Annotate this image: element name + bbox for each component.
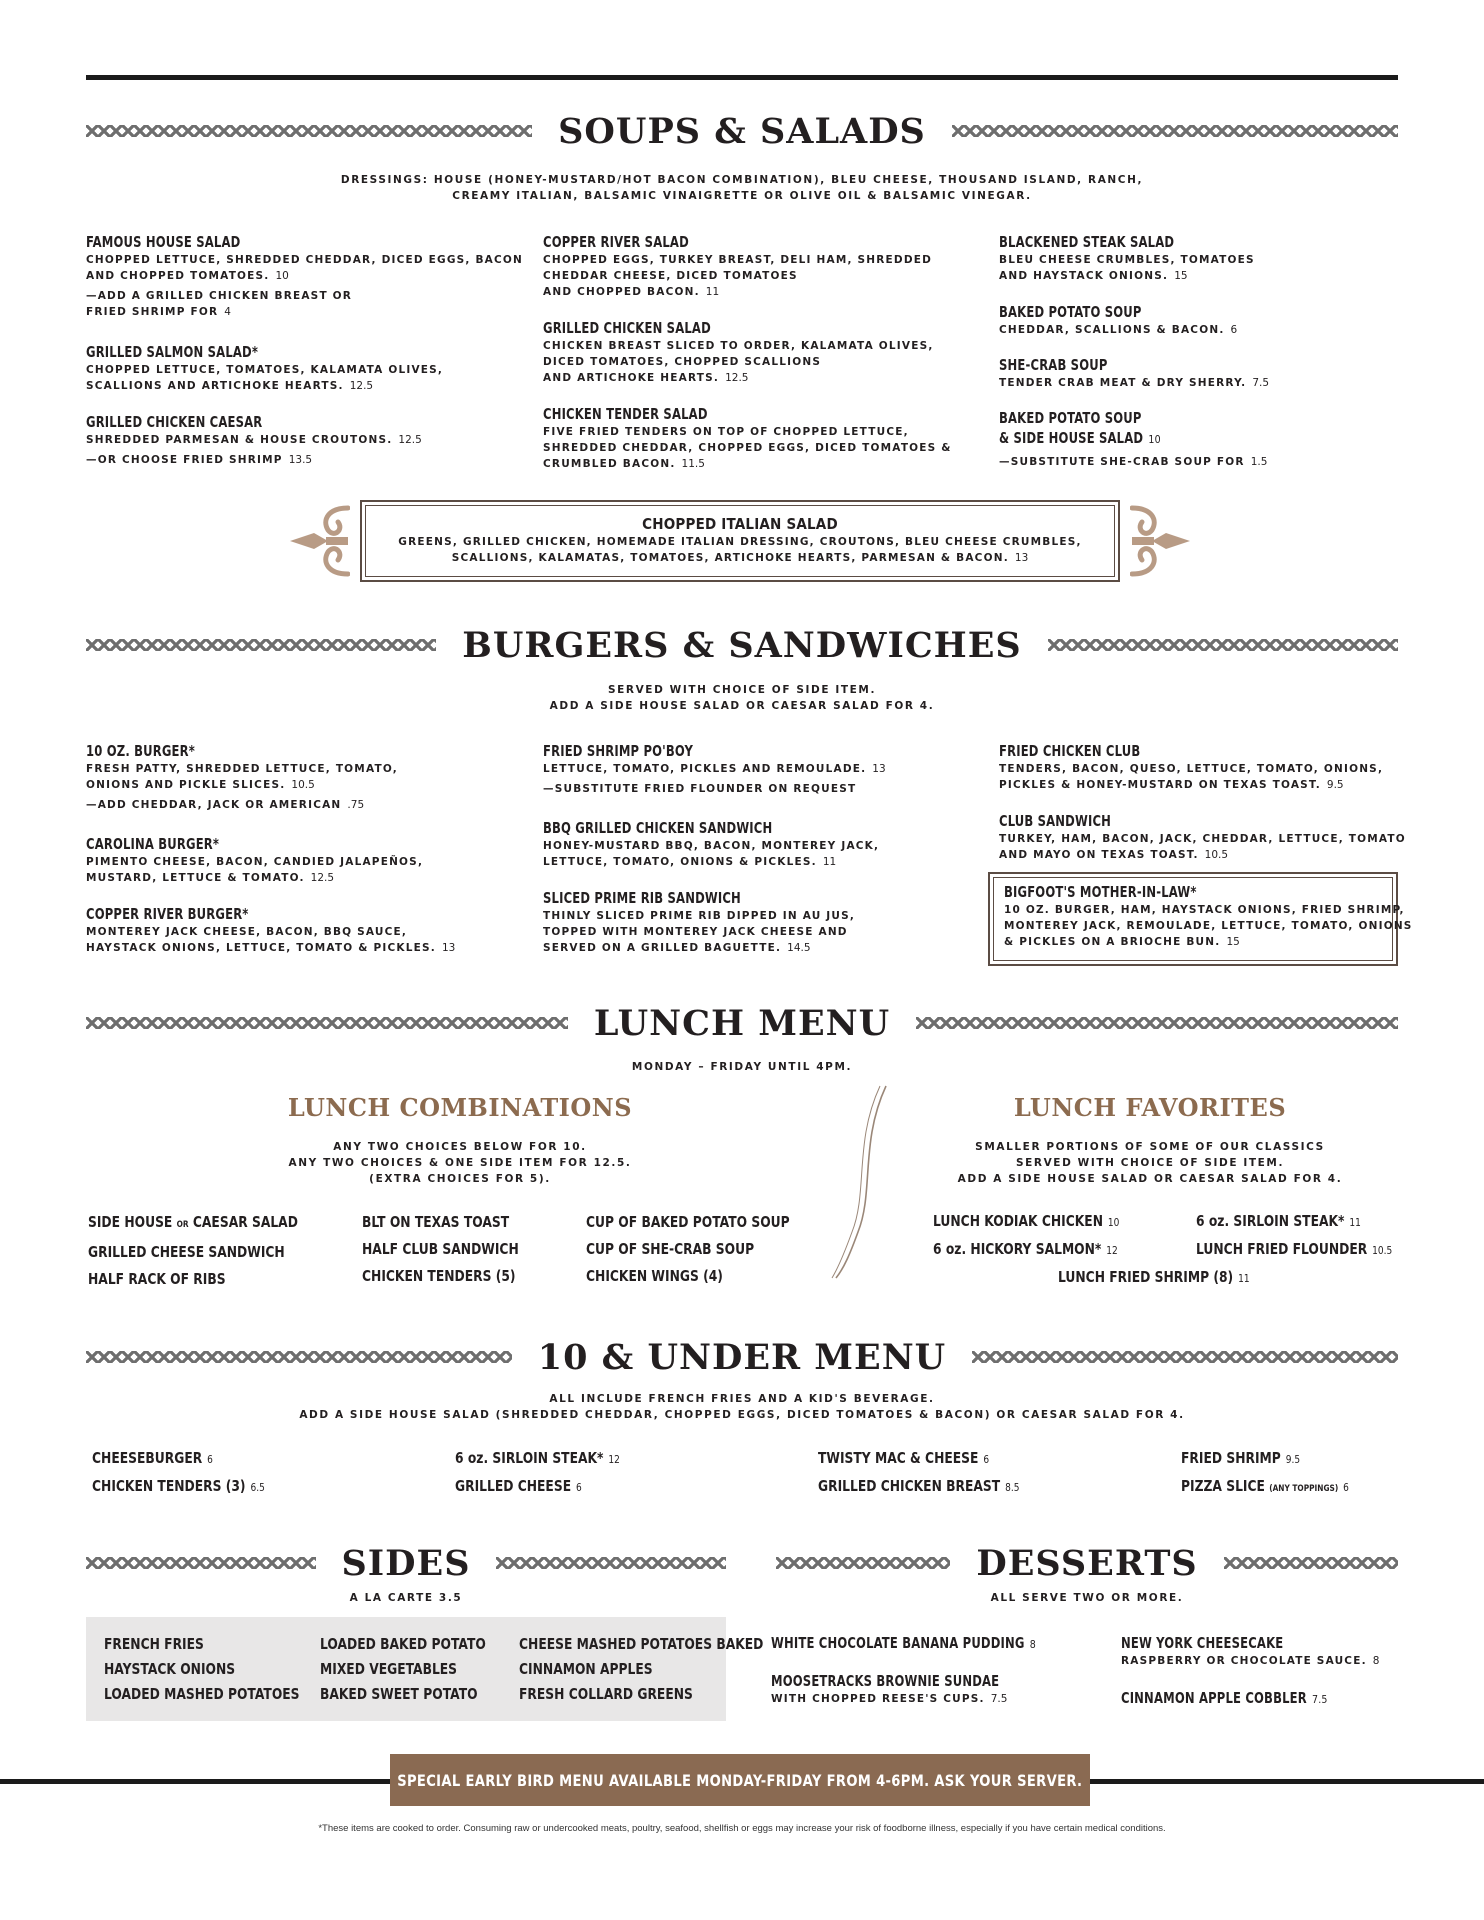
item-name: GRILLED CHICKEN CAESAR (86, 413, 263, 431)
lunch-favorites-note (900, 1139, 1400, 1187)
item-name: MOOSETRACKS BROWNIE SUNDAE (771, 1672, 1000, 1690)
sides-note: A LA CARTE 3.5 (349, 1592, 463, 1604)
item-desc: CHOPPED LETTUCE, TOMATOES, KALAMATA OLIVES, (86, 364, 444, 376)
item-name: SHE-CRAB SOUP (999, 356, 1108, 374)
item-desc: & PICKLES ON A BRIOCHE BUN. 15 (1004, 936, 1240, 948)
item-desc: AND MAYO ON TEXAS TOAST. 10.5 (999, 849, 1229, 861)
item-name: CAROLINA BURGER* (86, 835, 220, 853)
menu-item (999, 408, 1267, 470)
diamond-border-left (86, 125, 532, 137)
kids-column (1181, 1445, 1349, 1503)
item-price: 8 (1372, 1655, 1380, 1667)
side-item: LOADED BAKED POTATO (320, 1635, 486, 1653)
combo-choice: CUP OF BAKED POTATO SOUP (586, 1213, 790, 1231)
item-desc: SCALLIONS AND ARTICHOKE HEARTS. 12.5 (86, 380, 374, 392)
lunch-hours: MONDAY – FRIDAY UNTIL 4PM. (631, 1061, 853, 1073)
item-name: GRILLED SALMON SALAD* (86, 343, 259, 361)
item-name: CHICKEN TENDER SALAD (543, 405, 708, 423)
favorite-item: 6 oz. SIRLOIN STEAK* 11 (1196, 1212, 1361, 1230)
diamond-border-right (1224, 1557, 1398, 1569)
item-name: BAKED POTATO SOUP (999, 303, 1142, 321)
kids-item: 6 oz. SIRLOIN STEAK* 12 (455, 1449, 620, 1467)
diamond-border-right (952, 125, 1398, 137)
item-price: 8 (1029, 1638, 1036, 1651)
note-line: SERVED WITH CHOICE OF SIDE ITEM. (1015, 1157, 1285, 1169)
menu-item (543, 741, 886, 797)
item-price: 6.5 (250, 1481, 265, 1494)
item-desc: TENDER CRAB MEAT & DRY SHERRY. 7.5 (999, 377, 1270, 389)
side-item: LOADED MASHED POTATOES (104, 1685, 300, 1703)
item-price: 6 (1230, 324, 1238, 336)
item-price: 6 (1343, 1481, 1349, 1494)
item-desc: FIVE FRIED TENDERS ON TOP OF CHOPPED LETTUCE, (543, 426, 909, 438)
item-name: COPPER RIVER BURGER* (86, 905, 249, 923)
menu-item (999, 232, 1255, 284)
burgers-note (86, 682, 1398, 714)
favorite-item: LUNCH KODIAK CHICKEN 10 (933, 1212, 1120, 1230)
food-safety-disclaimer: *These items are cooked to order. Consuming raw or undercooked meats, poultry, seafood, shellfish or eggs may increase your risk of foodborne illness, especially if you have certain medical conditions. (318, 1823, 1166, 1834)
item-desc: PIMENTO CHEESE, BACON, CANDIED JALAPEÑOS, (86, 856, 424, 868)
item-desc: TOPPED WITH MONTEREY JACK CHEESE AND (543, 926, 848, 938)
item-desc: CHEDDAR CHEESE, DICED TOMATOES (543, 270, 798, 282)
item-price: .75 (347, 799, 365, 811)
item-price: 6 (207, 1453, 213, 1466)
item-desc: TURKEY, HAM, BACON, JACK, CHEDDAR, LETTUCE, TOMATO (999, 833, 1406, 845)
item-name: BBQ GRILLED CHICKEN SANDWICH (543, 819, 773, 837)
kids-item: GRILLED CHICKEN BREAST 8.5 (818, 1477, 1020, 1495)
top-rule (86, 75, 1398, 80)
item-desc: SCALLIONS, KALAMATAS, TOMATOES, ARTICHOKE HEARTS, PARMESAN & BACON. 13 (451, 552, 1029, 564)
item-desc: GREENS, GRILLED CHICKEN, HOMEMADE ITALIAN DRESSING, CROUTONS, BLEU CHEESE CRUMBLES, (398, 536, 1082, 548)
item-name: & SIDE HOUSE SALAD 10 (999, 429, 1161, 447)
kids-item: CHEESEBURGER 6 (92, 1449, 213, 1467)
item-name: WHITE CHOCOLATE BANANA PUDDING 8 (771, 1634, 1036, 1652)
diamond-border-left (86, 1017, 568, 1029)
item-name: BIGFOOT'S MOTHER-IN-LAW* (1004, 883, 1197, 901)
combo-column (88, 1209, 298, 1293)
bigfoots-mother-in-law-feature (988, 872, 1413, 966)
item-price: 9.5 (1285, 1453, 1301, 1466)
fleur-flourish-right (1130, 500, 1192, 582)
item-desc: HONEY-MUSTARD BBQ, BACON, MONTEREY JACK, (543, 840, 880, 852)
desserts-header (776, 1538, 1398, 1588)
side-item: CINNAMON APPLES (519, 1660, 653, 1678)
item-desc: 10 OZ. BURGER, HAM, HAYSTACK ONIONS, FRIED SHRIMP, (1004, 904, 1405, 916)
sides-column (104, 1632, 300, 1707)
note-line: ADD A SIDE HOUSE SALAD OR CAESAR SALAD FOR 4. (549, 700, 935, 712)
section-title: LUNCH MENU (593, 1002, 891, 1044)
kids-item: FRIED SHRIMP 9.5 (1181, 1449, 1301, 1467)
item-desc: AND ARTICHOKE HEARTS. 12.5 (543, 372, 749, 384)
note-line: SMALLER PORTIONS OF SOME OF OUR CLASSICS (975, 1141, 1325, 1153)
dressings-note (86, 172, 1398, 204)
diamond-border-left (86, 639, 436, 651)
item-price: 7.5 (1252, 377, 1270, 389)
item-price: 12 (1106, 1244, 1118, 1257)
menu-item (86, 342, 443, 394)
menu-item (543, 404, 952, 472)
side-item: FRENCH FRIES (104, 1635, 204, 1653)
item-desc: BLEU CHEESE CRUMBLES, TOMATOES (999, 254, 1255, 266)
item-desc: CHOPPED EGGS, TURKEY BREAST, DELI HAM, SHREDDED (543, 254, 933, 266)
banner-text: SPECIAL EARLY BIRD MENU AVAILABLE MONDAY-FRIDAY FROM 4-6PM. ASK YOUR SERVER. (397, 1770, 1083, 1790)
combo-choice: HALF CLUB SANDWICH (362, 1240, 519, 1258)
item-desc: SHREDDED PARMESAN & HOUSE CROUTONS. 12.5 (86, 434, 422, 446)
dessert-item (1121, 1688, 1361, 1710)
item-desc: SHREDDED CHEDDAR, CHOPPED EGGS, DICED TOMATOES & (543, 442, 952, 454)
dessert-item (771, 1633, 1079, 1655)
item-addon: —SUBSTITUTE SHE-CRAB SOUP FOR 1.5 (999, 456, 1268, 468)
combo-column (586, 1209, 790, 1290)
sides-header (86, 1538, 726, 1588)
early-bird-banner (390, 1754, 1090, 1806)
menu-item (999, 302, 1237, 338)
lunch-favorites-title: LUNCH FAVORITES (1013, 1093, 1287, 1122)
sides-column (519, 1632, 763, 1707)
dessert-item (1121, 1633, 1379, 1669)
item-desc: FRESH PATTY, SHREDDED LETTUCE, TOMATO, (86, 763, 398, 775)
item-name: BAKED POTATO SOUP (999, 409, 1142, 427)
menu-item (86, 232, 523, 320)
note-line: ANY TWO CHOICES BELOW FOR 10. (333, 1141, 587, 1153)
item-name: 10 OZ. BURGER* (86, 742, 195, 760)
combo-choice: GRILLED CHEESE SANDWICH (88, 1243, 285, 1261)
item-price: 10 (1148, 433, 1161, 446)
diamond-border-right (1048, 639, 1398, 651)
favorite-item: 6 oz. HICKORY SALMON* 12 (933, 1240, 1118, 1258)
lunch-combinations-note (220, 1139, 700, 1187)
kids-item: CHICKEN TENDERS (3) 6.5 (92, 1477, 265, 1495)
item-price: 12.5 (398, 434, 422, 446)
section-title: SIDES (341, 1542, 471, 1584)
item-desc: THINLY SLICED PRIME RIB DIPPED IN AU JUS, (543, 910, 856, 922)
menu-item (543, 818, 879, 870)
combo-choice: BLT ON TEXAS TOAST (362, 1213, 510, 1231)
combo-choice: CHICKEN TENDERS (5) (362, 1267, 516, 1285)
kids-note (86, 1391, 1398, 1423)
item-price: 10 (275, 270, 289, 282)
item-addon: —ADD A GRILLED CHICKEN BREAST OR (86, 290, 353, 302)
item-name: COPPER RIVER SALAD (543, 233, 689, 251)
item-price: 13 (872, 763, 886, 775)
kids-item: PIZZA SLICE (ANY TOPPINGS) 6 (1181, 1477, 1349, 1495)
dessert-item (771, 1671, 1036, 1707)
kids-column (818, 1445, 1019, 1501)
item-name: FRIED CHICKEN CLUB (999, 742, 1141, 760)
item-addon: —ADD CHEDDAR, JACK OR AMERICAN .75 (86, 799, 365, 811)
note-line: (EXTRA CHOICES FOR 5). (369, 1173, 551, 1185)
item-desc: CHICKEN BREAST SLICED TO ORDER, KALAMATA OLIVES, (543, 340, 934, 352)
lunch-menu-header (86, 998, 1398, 1048)
favorite-item: LUNCH FRIED SHRIMP (8) 11 (1058, 1268, 1250, 1286)
item-price: 9.5 (1326, 779, 1344, 791)
item-price: 10.5 (291, 779, 315, 791)
item-name: BLACKENED STEAK SALAD (999, 233, 1175, 251)
section-title: SOUPS & SALADS (558, 110, 926, 152)
item-desc: AND CHOPPED TOMATOES. 10 (86, 270, 289, 282)
desserts-note: ALL SERVE TWO OR MORE. (990, 1592, 1184, 1604)
kids-item: TWISTY MAC & CHEESE 6 (818, 1449, 990, 1467)
menu-item (999, 811, 1406, 863)
kids-column (455, 1445, 620, 1501)
item-desc: LETTUCE, TOMATO, PICKLES AND REMOULADE. 13 (543, 763, 886, 775)
item-addon: —SUBSTITUTE FRIED FLOUNDER ON REQUEST (543, 783, 857, 795)
note-line: SERVED WITH CHOICE OF SIDE ITEM. (607, 684, 877, 696)
item-price: 7.5 (990, 1693, 1008, 1705)
item-desc: ONIONS AND PICKLE SLICES. 10.5 (86, 779, 315, 791)
diamond-border-right (972, 1351, 1398, 1363)
item-desc: DICED TOMATOES, CHOPPED SCALLIONS (543, 356, 822, 368)
item-price: 12.5 (349, 380, 374, 392)
item-desc: MONTEREY JACK CHEESE, BACON, BBQ SAUCE, (86, 926, 408, 938)
item-price: 13 (1014, 552, 1029, 564)
item-desc: AND HAYSTACK ONIONS. 15 (999, 270, 1188, 282)
curved-divider (830, 1082, 890, 1282)
item-price: 15 (1226, 936, 1240, 948)
menu-item (86, 412, 422, 468)
menu-item (543, 318, 934, 386)
item-name: SLICED PRIME RIB SANDWICH (543, 889, 741, 907)
item-price: 11 (705, 286, 720, 298)
item-price: 12 (608, 1453, 620, 1466)
section-title: 10 & UNDER MENU (537, 1336, 947, 1378)
item-price: 14.5 (787, 942, 811, 954)
item-desc: CRUMBLED BACON. 11.5 (543, 458, 705, 470)
item-desc: CHEDDAR, SCALLIONS & BACON. 6 (999, 324, 1238, 336)
item-price: 15 (1174, 270, 1188, 282)
kids-column (92, 1445, 265, 1501)
menu-item (86, 834, 423, 886)
item-desc: PICKLES & HONEY-MUSTARD ON TEXAS TOAST. 9.5 (999, 779, 1344, 791)
item-name: CINNAMON APPLE COBBLER 7.5 (1121, 1689, 1328, 1707)
item-desc: LETTUCE, TOMATO, ONIONS & PICKLES. 11 (543, 856, 837, 868)
dressings-line: CREAMY ITALIAN, BALSAMIC VINAIGRETTE OR OLIVE OIL & BALSAMIC VINEGAR. (452, 190, 1032, 202)
item-price: 12.5 (725, 372, 749, 384)
burgers-sandwiches-header (86, 620, 1398, 670)
item-desc: RASPBERRY OR CHOCOLATE SAUCE. 8 (1121, 1655, 1380, 1667)
item-price: 10.5 (1204, 849, 1229, 861)
item-price: 10.5 (1372, 1244, 1393, 1257)
item-desc: WITH CHOPPED REESE'S CUPS. 7.5 (771, 1693, 1008, 1705)
combo-choice: HALF RACK OF RIBS (88, 1270, 226, 1288)
item-price: 4 (224, 306, 231, 318)
note-line: ALL INCLUDE FRENCH FRIES AND A KID'S BEVERAGE. (549, 1393, 935, 1405)
item-price: 12.5 (310, 872, 335, 884)
side-item: CHEESE MASHED POTATOES BAKED (519, 1635, 764, 1653)
item-price: 7.5 (1312, 1693, 1328, 1706)
note-line: ADD A SIDE HOUSE SALAD (SHREDDED CHEDDAR, CHOPPED EGGS, DICED TOMATOES & BACON) OR CAESAR SALAD FOR 4. (299, 1409, 1185, 1421)
section-title: DESSERTS (976, 1542, 1198, 1584)
menu-item (86, 741, 398, 813)
item-name: FAMOUS HOUSE SALAD (86, 233, 241, 251)
item-desc: MUSTARD, LETTUCE & TOMATO. 12.5 (86, 872, 335, 884)
fleur-flourish-left (288, 500, 350, 582)
item-price: 11 (1349, 1216, 1361, 1229)
side-item: FRESH COLLARD GREENS (519, 1685, 693, 1703)
item-price: 1.5 (1250, 456, 1268, 468)
item-name: CHOPPED ITALIAN SALAD (642, 515, 838, 533)
item-addon: FRIED SHRIMP FOR 4 (86, 306, 231, 318)
soups-salads-header (86, 106, 1398, 156)
item-name: FRIED SHRIMP PO'BOY (543, 742, 694, 760)
diamond-border-left (86, 1351, 512, 1363)
side-item: BAKED SWEET POTATO (320, 1685, 478, 1703)
item-price: 8.5 (1005, 1481, 1020, 1494)
section-title: BURGERS & SANDWICHES (462, 624, 1022, 666)
item-desc: CHOPPED LETTUCE, SHREDDED CHEDDAR, DICED EGGS, BACON (86, 254, 524, 266)
side-item: HAYSTACK ONIONS (104, 1660, 236, 1678)
item-desc: MONTEREY JACK, REMOULADE, LETTUCE, TOMATO, ONIONS (1004, 920, 1413, 932)
item-desc: AND CHOPPED BACON. 11 (543, 286, 720, 298)
diamond-border-right (496, 1557, 726, 1569)
favorite-item: LUNCH FRIED FLOUNDER 10.5 (1196, 1240, 1393, 1258)
item-price: 13 (441, 942, 456, 954)
side-item: MIXED VEGETABLES (320, 1660, 458, 1678)
combo-choice: CHICKEN WINGS (4) (586, 1267, 723, 1285)
combo-column (362, 1209, 519, 1290)
item-desc: SERVED ON A GRILLED BAGUETTE. 14.5 (543, 942, 811, 954)
item-addon: —OR CHOOSE FRIED SHRIMP 13.5 (86, 454, 313, 466)
menu-item (999, 355, 1269, 391)
combo-choice: CUP OF SHE-CRAB SOUP (586, 1240, 755, 1258)
item-price: 6 (983, 1453, 990, 1466)
item-price: 13.5 (288, 454, 313, 466)
menu-item (543, 888, 855, 956)
kids-menu-header (86, 1332, 1398, 1382)
item-name: GRILLED CHICKEN SALAD (543, 319, 711, 337)
item-price: 11 (822, 856, 837, 868)
combo-choice: SIDE HOUSE OR CAESAR SALAD (88, 1213, 298, 1231)
note-line: ADD A SIDE HOUSE SALAD OR CAESAR SALAD FOR 4. (957, 1173, 1343, 1185)
sides-column (320, 1632, 486, 1707)
diamond-border-left (776, 1557, 950, 1569)
item-price: 6 (576, 1481, 582, 1494)
diamond-border-right (916, 1017, 1398, 1029)
item-price: 11 (1238, 1272, 1250, 1285)
note-line: ANY TWO CHOICES & ONE SIDE ITEM FOR 12.5. (288, 1157, 632, 1169)
item-desc: HAYSTACK ONIONS, LETTUCE, TOMATO & PICKLES. 13 (86, 942, 456, 954)
lunch-combinations-title: LUNCH COMBINATIONS (287, 1093, 633, 1122)
menu-item (86, 904, 455, 956)
kids-item: GRILLED CHEESE 6 (455, 1477, 582, 1495)
dressings-line: DRESSINGS: HOUSE (HONEY-MUSTARD/HOT BACON COMBINATION), BLEU CHEESE, THOUSAND ISLAND, RANCH, (340, 174, 1144, 186)
item-name: CLUB SANDWICH (999, 812, 1112, 830)
item-name: NEW YORK CHEESECAKE (1121, 1634, 1284, 1652)
chopped-italian-feature (360, 500, 1120, 582)
menu-item (543, 232, 932, 300)
item-price: 10 (1107, 1216, 1120, 1229)
diamond-border-left (86, 1557, 316, 1569)
item-price: 11.5 (681, 458, 705, 470)
item-desc: TENDERS, BACON, QUESO, LETTUCE, TOMATO, ONIONS, (999, 763, 1384, 775)
menu-item (999, 741, 1383, 793)
